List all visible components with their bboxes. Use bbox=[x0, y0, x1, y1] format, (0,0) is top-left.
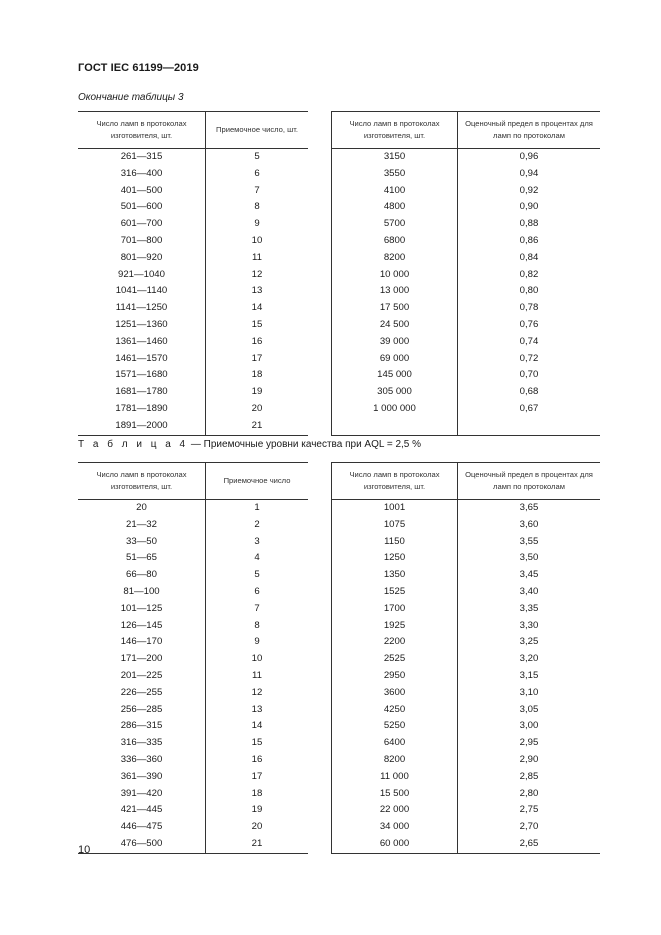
table-row bbox=[78, 233, 308, 250]
table4-left bbox=[78, 462, 308, 854]
table-cell-count: 17 500 bbox=[332, 300, 458, 317]
table-cell-limit: 2,70 bbox=[519, 821, 539, 833]
table-cell-count: 286—315 bbox=[120, 720, 163, 732]
table-cell-count: 66—80 bbox=[126, 569, 157, 581]
table-row bbox=[332, 317, 601, 334]
table-row bbox=[78, 752, 308, 769]
table-cell-limit: 0,92 bbox=[519, 184, 539, 196]
table-cell-limit: 2,75 bbox=[519, 804, 539, 816]
table-cell-count: 391—420 bbox=[120, 787, 163, 799]
table-cell-accept: 16 bbox=[206, 752, 309, 769]
table-cell-count: 5250 bbox=[332, 718, 458, 735]
table-cell-accept: 21 bbox=[206, 836, 309, 853]
table-cell-limit: 0,67 bbox=[519, 402, 539, 414]
table-row bbox=[332, 233, 601, 250]
document-title: ГОСТ IEC 61199—2019 bbox=[78, 62, 199, 74]
table-row bbox=[78, 384, 308, 401]
table4-right bbox=[331, 462, 600, 854]
table-row bbox=[332, 418, 601, 435]
table-cell-count: 316—400 bbox=[120, 167, 163, 179]
table-row bbox=[332, 584, 601, 601]
table-row bbox=[78, 334, 308, 351]
table-cell-count: 1 000 000 bbox=[332, 401, 458, 418]
table-cell-limit: 0,96 bbox=[519, 151, 539, 162]
table3-right bbox=[331, 111, 600, 436]
table-cell-count: 8200 bbox=[332, 752, 458, 769]
table-row bbox=[332, 802, 601, 819]
table-cell-count: 2950 bbox=[332, 668, 458, 685]
table-cell-limit: 2,85 bbox=[519, 770, 539, 782]
table-row bbox=[78, 401, 308, 418]
table-cell-accept: 14 bbox=[206, 300, 309, 317]
table-cell-limit: 0,94 bbox=[519, 167, 539, 179]
table-row bbox=[78, 517, 308, 534]
table-row bbox=[332, 250, 601, 267]
table-row bbox=[78, 836, 308, 853]
table-cell-limit: 3,55 bbox=[519, 535, 539, 547]
table-cell-count: 1150 bbox=[332, 534, 458, 551]
table-cell-limit: 3,45 bbox=[519, 569, 539, 581]
table-cell-count: 1891—2000 bbox=[78, 418, 206, 435]
table4-right-header-limit: Оценочный предел в процентах для ламп по протоколам bbox=[458, 463, 601, 500]
table-row bbox=[78, 786, 308, 803]
table-cell-count: 261—315 bbox=[120, 151, 163, 162]
table-cell-count: 1250 bbox=[332, 550, 458, 567]
table-cell-count: 1350 bbox=[332, 567, 458, 584]
table-cell-limit: 0,78 bbox=[519, 302, 539, 314]
table-row bbox=[78, 769, 308, 786]
table-cell-limit: 0,90 bbox=[519, 201, 539, 213]
table-row bbox=[332, 735, 601, 752]
table-cell-count: 1681—1780 bbox=[115, 386, 168, 398]
table-cell-limit: 0,84 bbox=[519, 251, 539, 263]
table-cell-count: 171—200 bbox=[120, 653, 163, 665]
table-cell-count: 701—800 bbox=[120, 234, 163, 246]
table-row bbox=[332, 183, 601, 200]
table-row bbox=[332, 216, 601, 233]
table-cell-count: 305 000 bbox=[332, 384, 458, 401]
table-row bbox=[78, 534, 308, 551]
table-cell-limit: 0,72 bbox=[519, 352, 539, 364]
table-row bbox=[78, 317, 308, 334]
table-row bbox=[332, 668, 601, 685]
table-cell-limit: 3,15 bbox=[519, 669, 539, 681]
table-cell-accept: 8 bbox=[206, 199, 309, 216]
table-cell-count: 146—170 bbox=[120, 636, 163, 648]
table-cell-accept: 6 bbox=[206, 166, 309, 183]
table-row bbox=[78, 618, 308, 635]
table-row bbox=[78, 802, 308, 819]
table3-caption: Окончание таблицы 3 bbox=[78, 92, 184, 103]
table-cell-accept: 14 bbox=[206, 718, 309, 735]
table4-left-header-accept: Приемочное число bbox=[206, 463, 309, 500]
table-cell-count: 3550 bbox=[332, 166, 458, 183]
table-cell-accept: 11 bbox=[206, 668, 309, 685]
table3-right-header-count: Число ламп в протоколах изготовителя, шт. bbox=[332, 112, 458, 149]
table-row bbox=[332, 702, 601, 719]
page-number: 10 bbox=[78, 844, 91, 856]
table-cell-accept: 5 bbox=[206, 567, 309, 584]
table-cell-accept: 16 bbox=[206, 334, 309, 351]
table4-left-header-count: Число ламп в протоколах изготовителя, шт. bbox=[78, 463, 206, 500]
table-cell-count: 145 000 bbox=[332, 367, 458, 384]
table-cell-count: 1781—1890 bbox=[115, 402, 168, 414]
table-cell-count: 21—32 bbox=[126, 518, 157, 530]
table-cell-count: 2525 bbox=[332, 651, 458, 668]
table-row bbox=[78, 149, 308, 166]
table-row bbox=[332, 786, 601, 803]
table-cell-limit: 0,76 bbox=[519, 318, 539, 330]
table-cell-limit: 0,80 bbox=[519, 285, 539, 297]
table-cell-accept: 19 bbox=[206, 802, 309, 819]
table-row bbox=[78, 250, 308, 267]
table-row bbox=[78, 216, 308, 233]
table-cell-accept: 17 bbox=[206, 351, 309, 368]
table-row bbox=[332, 836, 601, 853]
table-row bbox=[332, 819, 601, 836]
table-cell-accept: 9 bbox=[206, 634, 309, 651]
table-cell-accept: 8 bbox=[206, 618, 309, 635]
table-cell-limit: 3,60 bbox=[519, 518, 539, 530]
table-row bbox=[78, 300, 308, 317]
table-row bbox=[332, 601, 601, 618]
table-row bbox=[332, 534, 601, 551]
table-cell-count: 39 000 bbox=[332, 334, 458, 351]
table-cell-accept: 20 bbox=[206, 819, 309, 836]
table-cell-accept: 9 bbox=[206, 216, 309, 233]
table3-left-header-count: Число ламп в протоколах изготовителя, шт. bbox=[78, 112, 206, 149]
table-cell-count: 1001 bbox=[332, 500, 458, 517]
table-cell-count: 11 000 bbox=[332, 769, 458, 786]
table-cell-accept: 10 bbox=[206, 651, 309, 668]
table-cell-count: 4800 bbox=[332, 199, 458, 216]
table-cell-count: 69 000 bbox=[332, 351, 458, 368]
table-cell-accept: 21 bbox=[206, 418, 309, 435]
table-row bbox=[332, 567, 601, 584]
table-cell-accept: 13 bbox=[206, 702, 309, 719]
table-cell-count: 2200 bbox=[332, 634, 458, 651]
table-row bbox=[78, 702, 308, 719]
table-cell-count: 476—500 bbox=[78, 836, 206, 853]
table-cell-count: 22 000 bbox=[332, 802, 458, 819]
table-cell-count: 51—65 bbox=[126, 552, 157, 564]
table-cell-accept: 15 bbox=[206, 317, 309, 334]
table4-right-header-count: Число ламп в протоколах изготовителя, шт. bbox=[332, 463, 458, 500]
table-cell-count: 81—100 bbox=[123, 585, 160, 597]
table-cell-count: 10 000 bbox=[332, 267, 458, 284]
table-cell-count: 6400 bbox=[332, 735, 458, 752]
table-cell-limit: 3,50 bbox=[519, 552, 539, 564]
table-cell-count: 1461—1570 bbox=[115, 352, 168, 364]
table-row bbox=[332, 685, 601, 702]
table-row bbox=[78, 584, 308, 601]
table-cell-count: 446—475 bbox=[120, 821, 163, 833]
table-cell-limit: 0,86 bbox=[519, 234, 539, 246]
table-cell-count: 361—390 bbox=[120, 770, 163, 782]
table-row bbox=[78, 351, 308, 368]
table-cell-limit: 3,65 bbox=[519, 502, 539, 513]
table-cell-count: 60 000 bbox=[332, 836, 458, 853]
table-row bbox=[332, 401, 601, 418]
table-cell-count: 226—255 bbox=[120, 686, 163, 698]
table-row bbox=[78, 718, 308, 735]
table-cell-count: 3600 bbox=[332, 685, 458, 702]
table-cell-count: 13 000 bbox=[332, 283, 458, 300]
table-cell-limit: 3,00 bbox=[519, 720, 539, 732]
table-row bbox=[332, 283, 601, 300]
table-cell-count: 601—700 bbox=[120, 218, 163, 230]
table4-caption-text: — Приемочные уровни качества при AQL = 2,5 % bbox=[188, 439, 422, 450]
table-cell-limit: 0,74 bbox=[519, 335, 539, 347]
table-cell-count: 20 bbox=[136, 502, 147, 513]
table-cell-count: 1041—1140 bbox=[115, 285, 168, 297]
table-row bbox=[332, 550, 601, 567]
table-row bbox=[78, 500, 308, 517]
table-cell-limit: 0,68 bbox=[519, 386, 539, 398]
table-cell-count bbox=[332, 418, 458, 435]
table-cell-count: 4250 bbox=[332, 702, 458, 719]
table-cell-limit: 2,95 bbox=[519, 737, 539, 749]
table-row bbox=[78, 668, 308, 685]
table-row bbox=[78, 651, 308, 668]
table-row bbox=[332, 752, 601, 769]
table-cell-accept: 7 bbox=[206, 601, 309, 618]
table-cell-accept: 6 bbox=[206, 584, 309, 601]
table-cell-count: 201—225 bbox=[120, 669, 163, 681]
table-row bbox=[78, 550, 308, 567]
table-cell-limit: 3,10 bbox=[519, 686, 539, 698]
table-cell-count: 8200 bbox=[332, 250, 458, 267]
table-row bbox=[332, 500, 601, 517]
table-row bbox=[332, 267, 601, 284]
table-cell-count: 101—125 bbox=[120, 602, 163, 614]
table-cell-accept: 18 bbox=[206, 367, 309, 384]
table-row bbox=[78, 601, 308, 618]
table-cell-count: 1571—1680 bbox=[115, 369, 168, 381]
table-row bbox=[78, 367, 308, 384]
table-cell-count: 921—1040 bbox=[118, 268, 165, 280]
table-cell-count: 1361—1460 bbox=[115, 335, 168, 347]
table-row bbox=[78, 283, 308, 300]
table-cell-count: 5700 bbox=[332, 216, 458, 233]
table3-left-header-accept: Приемочное число, шт. bbox=[206, 112, 309, 149]
table-cell-count: 336—360 bbox=[120, 753, 163, 765]
table-cell-count: 126—145 bbox=[120, 619, 163, 631]
table-row bbox=[332, 300, 601, 317]
table-cell-count: 1251—1360 bbox=[115, 318, 168, 330]
table-cell-count: 421—445 bbox=[120, 804, 163, 816]
table-cell-limit: 2,65 bbox=[458, 836, 601, 853]
table-row bbox=[332, 769, 601, 786]
table-cell-count: 1525 bbox=[332, 584, 458, 601]
table-cell-count: 1925 bbox=[332, 618, 458, 635]
table-cell-count: 1700 bbox=[332, 601, 458, 618]
table-cell-limit: 3,25 bbox=[519, 636, 539, 648]
table-cell-accept: 17 bbox=[206, 769, 309, 786]
table4-caption bbox=[78, 439, 421, 450]
table3-right-header-limit: Оценочный предел в процентах для ламп по протоколам bbox=[458, 112, 601, 149]
table-row bbox=[78, 183, 308, 200]
table-cell-count: 33—50 bbox=[126, 535, 157, 547]
table-cell-accept: 13 bbox=[206, 283, 309, 300]
table-cell-limit: 2,90 bbox=[519, 753, 539, 765]
table-row bbox=[78, 735, 308, 752]
table-cell-accept: 10 bbox=[206, 233, 309, 250]
table-row bbox=[332, 334, 601, 351]
table-cell-accept: 18 bbox=[206, 786, 309, 803]
table-cell-accept: 15 bbox=[206, 735, 309, 752]
table-row bbox=[78, 634, 308, 651]
table-cell-count: 256—285 bbox=[120, 703, 163, 715]
table-row bbox=[332, 618, 601, 635]
table-cell-accept: 4 bbox=[206, 550, 309, 567]
table-row bbox=[78, 199, 308, 216]
table-row bbox=[332, 149, 601, 166]
table4-caption-label: Т а б л и ц а 4 bbox=[78, 439, 189, 450]
table-cell-limit: 3,20 bbox=[519, 653, 539, 665]
table-row bbox=[332, 166, 601, 183]
table-row bbox=[78, 166, 308, 183]
table-row bbox=[332, 199, 601, 216]
table-row bbox=[332, 351, 601, 368]
table-cell-count: 801—920 bbox=[120, 251, 163, 263]
table-cell-accept: 1 bbox=[206, 500, 309, 517]
table-cell-accept: 12 bbox=[206, 685, 309, 702]
table-cell-limit: 3,30 bbox=[519, 619, 539, 631]
table-row bbox=[332, 718, 601, 735]
table-cell-count: 1075 bbox=[332, 517, 458, 534]
table-cell-count: 4100 bbox=[332, 183, 458, 200]
table-cell-count: 6800 bbox=[332, 233, 458, 250]
table-cell-count: 24 500 bbox=[332, 317, 458, 334]
table-row bbox=[78, 418, 308, 435]
table-cell-accept: 11 bbox=[206, 250, 309, 267]
table3-left bbox=[78, 111, 308, 436]
table-cell-count: 3150 bbox=[332, 149, 458, 166]
table-row bbox=[78, 567, 308, 584]
table-cell-count: 501—600 bbox=[120, 201, 163, 213]
table-cell-accept: 2 bbox=[206, 517, 309, 534]
table-cell-accept: 5 bbox=[206, 149, 309, 166]
table-cell-count: 316—335 bbox=[120, 737, 163, 749]
table-cell-limit: 3,35 bbox=[519, 602, 539, 614]
table-cell-count: 1141—1250 bbox=[115, 302, 168, 314]
table-cell-accept: 3 bbox=[206, 534, 309, 551]
table-row bbox=[78, 685, 308, 702]
table-cell-limit: 3,05 bbox=[519, 703, 539, 715]
table-row bbox=[332, 651, 601, 668]
table-cell-limit: 0,70 bbox=[519, 369, 539, 381]
table-cell-accept: 19 bbox=[206, 384, 309, 401]
table-cell-limit bbox=[458, 418, 601, 435]
table-cell-limit: 0,82 bbox=[519, 268, 539, 280]
table-cell-accept: 12 bbox=[206, 267, 309, 284]
table-cell-accept: 20 bbox=[206, 401, 309, 418]
table-row bbox=[332, 517, 601, 534]
table-cell-limit: 3,40 bbox=[519, 585, 539, 597]
table-cell-limit: 0,88 bbox=[519, 218, 539, 230]
table-row bbox=[332, 367, 601, 384]
table-row bbox=[332, 384, 601, 401]
table-cell-limit: 2,80 bbox=[519, 787, 539, 799]
table-row bbox=[78, 819, 308, 836]
table-cell-count: 15 500 bbox=[332, 786, 458, 803]
table-cell-count: 401—500 bbox=[120, 184, 163, 196]
table-row bbox=[78, 267, 308, 284]
table-cell-accept: 7 bbox=[206, 183, 309, 200]
table-row bbox=[332, 634, 601, 651]
table-cell-count: 34 000 bbox=[332, 819, 458, 836]
